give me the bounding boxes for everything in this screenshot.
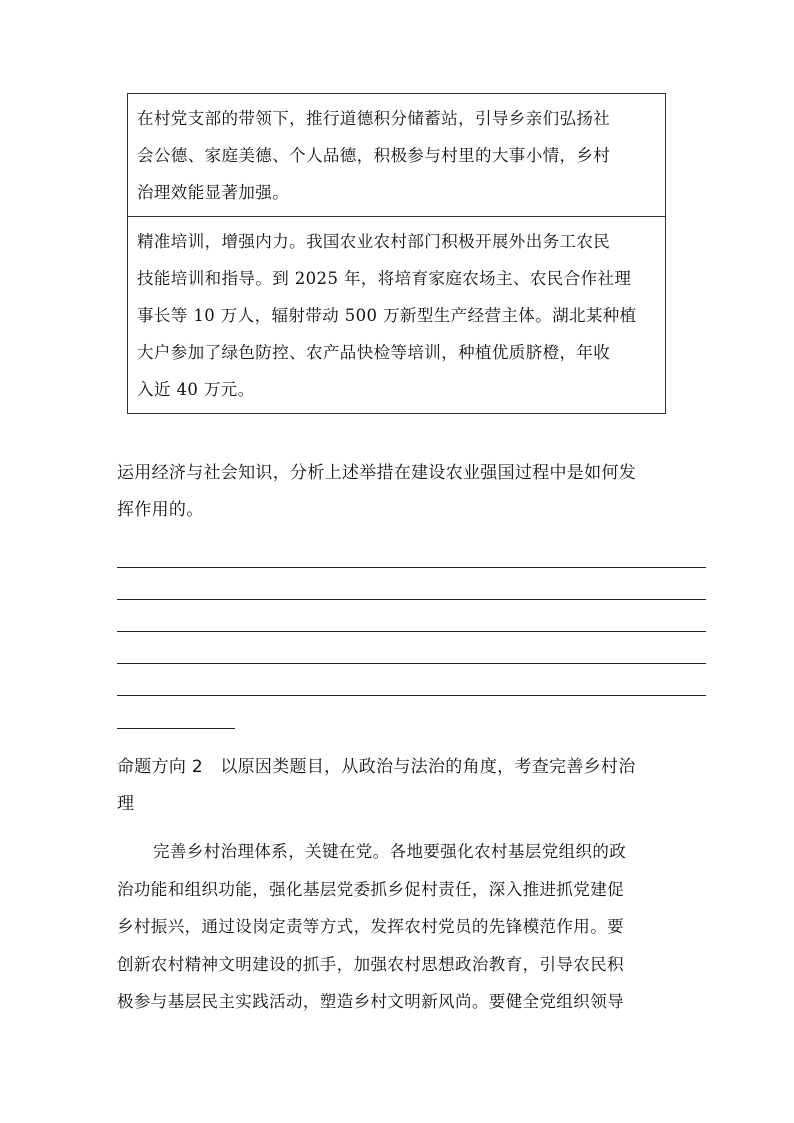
body-paragraph: [117, 833, 707, 1021]
text-line: 事长等 10 万人，辐射带动 500 万新型生产经营主体。湖北某种植: [137, 306, 637, 325]
text-line: 极参与基层民主实践活动，塑造乡村文明新风尚。要健全党组织领导: [117, 992, 624, 1012]
answer-line[interactable]: [117, 695, 706, 696]
material-box-1: [127, 93, 666, 216]
material-box-2: [127, 216, 666, 414]
answer-line[interactable]: [117, 631, 706, 632]
text-line: 挥作用的。: [117, 500, 204, 520]
answer-line[interactable]: [117, 567, 706, 568]
text-line: 命题方向 2 以原因类题目，从政治与法治的角度，考查完善乡村治: [117, 757, 636, 777]
material-text-2: [137, 223, 659, 408]
answer-line[interactable]: [117, 663, 706, 664]
text-line: 精准培训，增强内力。我国农业农村部门积极开展外出务工农民: [137, 232, 611, 251]
text-line: 运用经济与社会知识，分析上述举措在建设农业强国过程中是如何发: [117, 463, 636, 483]
text-line: 治功能和组织功能，强化基层党委抓乡促村责任，深入推进抓党建促: [117, 879, 624, 899]
section-divider: [117, 728, 235, 729]
text-line: 大户参加了绿色防控、农产品快检等培训，种植优质脐橙，年收: [137, 343, 611, 362]
material-text-1: [137, 100, 659, 211]
section-heading: [117, 749, 707, 823]
text-line: 完善乡村治理体系，关键在党。各地要强化农村基层党组织的政: [153, 842, 627, 861]
question-prompt: [117, 455, 707, 529]
text-line: 创新农村精神文明建设的抓手，加强农村思想政治教育，引导农民积: [117, 954, 624, 974]
text-line: 会公德、家庭美德、个人品德，积极参与村里的大事小情，乡村: [137, 146, 611, 165]
answer-line[interactable]: [117, 599, 706, 600]
text-line: 入近 40 万元。: [137, 380, 255, 399]
text-line: 理: [117, 794, 135, 814]
text-line: 在村党支部的带领下，推行道德积分储蓄站，引导乡亲们弘扬社: [137, 109, 611, 128]
text-line: 技能培训和指导。到 2025 年，将培育家庭农场主、农民合作社理: [137, 269, 632, 288]
text-line: 治理效能显著加强。: [137, 183, 290, 202]
text-line: 乡村振兴，通过设岗定责等方式，发挥农村党员的先锋模范作用。要: [117, 917, 624, 937]
